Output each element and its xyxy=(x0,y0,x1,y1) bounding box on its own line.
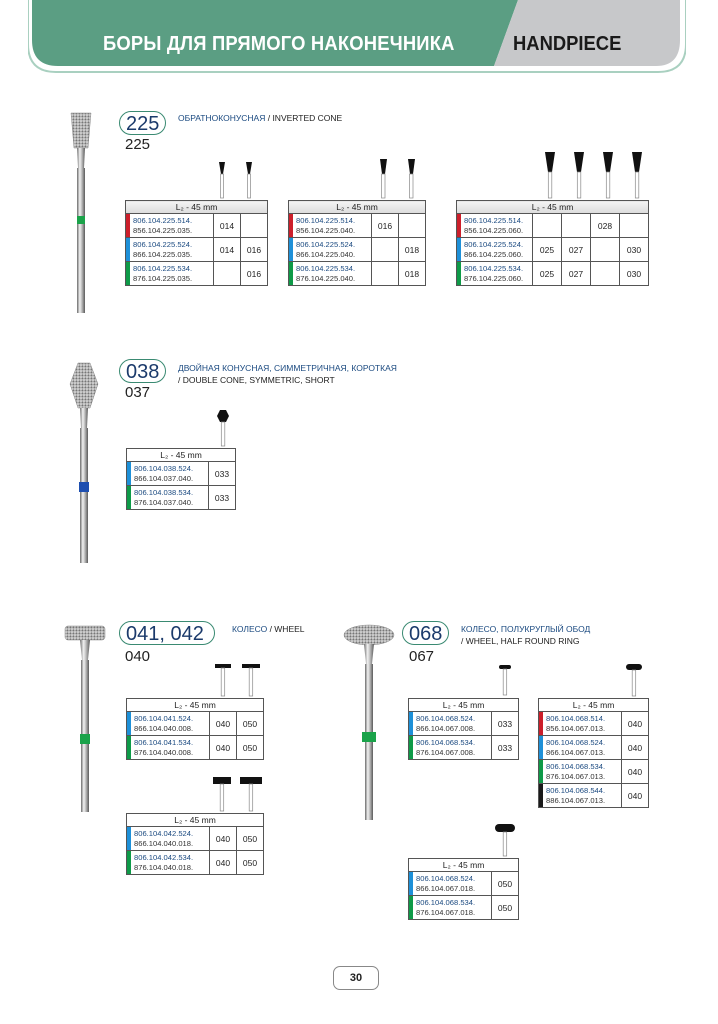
code-cell: 806.104.038.524. xyxy=(134,464,194,473)
code-cell: 806.104.068.524. xyxy=(546,738,606,747)
table-row xyxy=(539,736,649,760)
bur-icons-225-b xyxy=(375,157,423,200)
table-row xyxy=(539,760,649,784)
code-cell: 876.104.225.035. xyxy=(133,273,193,283)
table-038 xyxy=(126,448,236,510)
size-cell: 040 xyxy=(210,827,237,851)
table-row xyxy=(289,238,426,262)
code-cell: 876.104.067.018. xyxy=(416,907,476,917)
code-cell: 866.104.067.013. xyxy=(546,747,606,757)
size-cell: 050 xyxy=(492,872,519,896)
table-row xyxy=(127,712,264,736)
bur-icon-068-b xyxy=(624,662,646,698)
desc-041-en: / WHEEL xyxy=(269,624,305,634)
table-row xyxy=(289,214,426,238)
table-row xyxy=(289,262,426,286)
code-cell: 856.104.225.060. xyxy=(464,225,524,235)
desc-041-ru: КОЛЕСО xyxy=(232,624,268,634)
desc-068 xyxy=(461,623,590,647)
code-cell: 876.104.040.008. xyxy=(134,747,194,757)
table-row xyxy=(127,486,236,510)
size-cell: 028 xyxy=(591,214,620,238)
table-row xyxy=(126,214,268,238)
code-cell: 876.104.225.060. xyxy=(464,273,524,283)
size-cell xyxy=(372,238,399,262)
size-cell: 050 xyxy=(237,712,264,736)
code-cell: 806.104.225.534. xyxy=(464,264,524,273)
size-cell: 030 xyxy=(620,262,649,286)
table-row xyxy=(457,262,649,286)
size-cell xyxy=(591,238,620,262)
page-header xyxy=(28,0,686,74)
size-cell xyxy=(591,262,620,286)
table-row xyxy=(539,712,649,736)
desc-041 xyxy=(232,623,305,635)
code-cell: 866.104.040.008. xyxy=(134,723,194,733)
code-cell: 806.104.042.534. xyxy=(134,853,194,862)
code-cell: 876.104.067.008. xyxy=(416,747,476,757)
table-041 xyxy=(126,698,264,760)
table-row xyxy=(127,462,236,486)
desc-038-en: / DOUBLE CONE, SYMMETRIC, SHORT xyxy=(178,375,335,385)
size-cell: 016 xyxy=(241,262,268,286)
table-row xyxy=(127,851,264,875)
code-041: 041, 042 xyxy=(119,621,215,645)
code-cell: 806.104.225.524. xyxy=(133,240,193,249)
code-cell: 806.104.068.544. xyxy=(546,786,606,795)
table-225-a xyxy=(125,200,268,286)
code-cell: 806.104.068.524. xyxy=(416,874,476,883)
code-cell: 876.104.040.018. xyxy=(134,862,194,872)
bur-icon-038 xyxy=(215,408,231,448)
desc-038-ru: ДВОЙНАЯ КОНУСНАЯ, СИММЕТРИЧНАЯ, КОРОТКАЯ xyxy=(178,363,397,373)
code-cell: 806.104.225.534. xyxy=(296,264,356,273)
table-header: L₂ - 45 mm xyxy=(409,699,519,712)
size-cell: 033 xyxy=(492,712,519,736)
code-cell: 866.104.225.040. xyxy=(296,249,356,259)
code-cell: 806.104.225.514. xyxy=(133,216,193,225)
size-cell xyxy=(399,214,426,238)
table-header: L₂ - 45 mm xyxy=(539,699,649,712)
table-row xyxy=(539,784,649,808)
code-cell: 806.104.225.534. xyxy=(133,264,193,273)
table-header: L₂ - 45 mm xyxy=(409,859,519,872)
code-cell: 866.104.225.060. xyxy=(464,249,524,259)
size-cell xyxy=(562,214,591,238)
size-cell: 050 xyxy=(237,827,264,851)
bur-icons-041 xyxy=(212,662,262,698)
bur-icons-225-c xyxy=(542,150,648,200)
subcode-041: 040 xyxy=(125,648,151,665)
desc-225 xyxy=(178,112,342,124)
size-cell: 016 xyxy=(372,214,399,238)
bur-225-image xyxy=(68,108,98,313)
code-cell: 806.104.041.534. xyxy=(134,738,194,747)
size-cell: 033 xyxy=(492,736,519,760)
table-header: L₂ - 45 mm xyxy=(127,449,236,462)
table-row xyxy=(409,736,519,760)
size-cell xyxy=(620,214,649,238)
code-cell: 806.104.225.514. xyxy=(464,216,524,225)
table-068-b xyxy=(538,698,649,808)
size-cell: 025 xyxy=(533,262,562,286)
size-cell xyxy=(241,214,268,238)
code-cell: 876.104.037.040. xyxy=(134,497,194,507)
table-row xyxy=(126,262,268,286)
code-cell: 806.104.225.524. xyxy=(296,240,356,249)
bur-icon-068-a xyxy=(496,663,518,697)
size-cell xyxy=(533,214,562,238)
desc-068-en: / WHEEL, HALF ROUND RING xyxy=(461,636,580,646)
table-header: L₂ - 45 mm xyxy=(289,201,426,214)
bur-068-image xyxy=(342,622,398,820)
table-row xyxy=(457,214,649,238)
code-cell: 886.104.067.013. xyxy=(546,795,606,805)
table-row xyxy=(126,238,268,262)
size-cell: 027 xyxy=(562,238,591,262)
size-cell: 018 xyxy=(399,238,426,262)
header-title-ru: БОРЫ ДЛЯ ПРЯМОГО НАКОНЕЧНИКА xyxy=(103,33,455,55)
table-042 xyxy=(126,813,264,875)
code-cell: 866.104.067.018. xyxy=(416,883,476,893)
size-cell: 040 xyxy=(622,712,649,736)
code-cell: 866.104.037.040. xyxy=(134,473,194,483)
code-cell: 866.104.067.008. xyxy=(416,723,476,733)
desc-225-ru: ОБРАТНОКОНУСНАЯ xyxy=(178,113,266,123)
table-header: L₂ - 45 mm xyxy=(126,201,268,214)
table-row xyxy=(127,736,264,760)
size-cell: 050 xyxy=(237,736,264,760)
table-row xyxy=(409,896,519,920)
bur-038-image xyxy=(68,358,100,563)
table-068-c xyxy=(408,858,519,920)
size-cell: 014 xyxy=(214,238,241,262)
code-cell: 866.104.225.035. xyxy=(133,249,193,259)
size-cell: 027 xyxy=(562,262,591,286)
size-cell: 033 xyxy=(209,486,236,510)
code-225: 225 xyxy=(119,111,166,135)
table-header: L₂ - 45 mm xyxy=(457,201,649,214)
size-cell xyxy=(372,262,399,286)
code-cell: 806.104.225.524. xyxy=(464,240,524,249)
size-cell: 040 xyxy=(210,736,237,760)
size-cell: 050 xyxy=(492,896,519,920)
code-cell: 876.104.225.040. xyxy=(296,273,356,283)
size-cell: 014 xyxy=(214,214,241,238)
table-row xyxy=(457,238,649,262)
size-cell: 025 xyxy=(533,238,562,262)
page-number: 30 xyxy=(333,966,379,990)
table-225-b xyxy=(288,200,426,286)
code-cell: 856.104.225.035. xyxy=(133,225,193,235)
code-cell: 806.104.068.514. xyxy=(546,714,606,723)
bur-icons-042 xyxy=(210,775,264,813)
code-cell: 806.104.042.524. xyxy=(134,829,194,838)
size-cell: 040 xyxy=(622,784,649,808)
bur-041-image xyxy=(62,622,108,812)
subcode-038: 037 xyxy=(125,384,151,401)
code-cell: 806.104.225.514. xyxy=(296,216,356,225)
desc-225-en: / INVERTED CONE xyxy=(267,113,343,123)
bur-icon-068-c xyxy=(492,822,520,858)
table-row xyxy=(409,872,519,896)
size-cell: 033 xyxy=(209,462,236,486)
size-cell: 040 xyxy=(622,760,649,784)
code-cell: 806.104.068.524. xyxy=(416,714,476,723)
table-row xyxy=(127,827,264,851)
table-header: L₂ - 45 mm xyxy=(127,699,264,712)
code-cell: 806.104.068.534. xyxy=(416,898,476,907)
table-row xyxy=(409,712,519,736)
code-cell: 806.104.068.534. xyxy=(546,762,606,771)
code-cell: 866.104.040.018. xyxy=(134,838,194,848)
subcode-225: 225 xyxy=(125,136,151,153)
code-cell: 806.104.068.534. xyxy=(416,738,476,747)
table-225-c xyxy=(456,200,649,286)
header-title-en: HANDPIECE xyxy=(513,33,622,55)
size-cell: 040 xyxy=(622,736,649,760)
size-cell: 050 xyxy=(237,851,264,875)
desc-068-ru: КОЛЕСО, ПОЛУКРУГЛЫЙ ОБОД xyxy=(461,624,591,634)
size-cell: 030 xyxy=(620,238,649,262)
bur-icons-225-a xyxy=(212,160,260,200)
size-cell: 040 xyxy=(210,712,237,736)
size-cell: 040 xyxy=(210,851,237,875)
table-header: L₂ - 45 mm xyxy=(127,814,264,827)
code-cell: 856.104.067.013. xyxy=(546,723,606,733)
code-cell: 876.104.067.013. xyxy=(546,771,606,781)
size-cell xyxy=(214,262,241,286)
code-068: 068 xyxy=(402,621,449,645)
desc-038 xyxy=(178,362,397,386)
table-068-a xyxy=(408,698,519,760)
size-cell: 016 xyxy=(241,238,268,262)
subcode-068: 067 xyxy=(409,648,435,665)
code-cell: 806.104.038.534. xyxy=(134,488,194,497)
size-cell: 018 xyxy=(399,262,426,286)
code-cell: 806.104.041.524. xyxy=(134,714,194,723)
code-038: 038 xyxy=(119,359,166,383)
code-cell: 856.104.225.040. xyxy=(296,225,356,235)
